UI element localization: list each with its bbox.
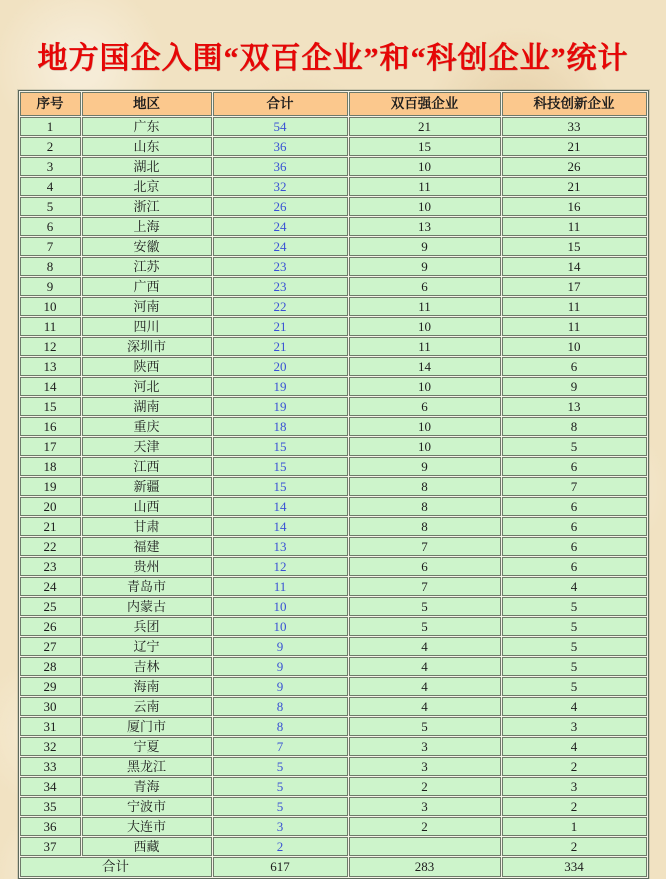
cell-total: 10 <box>213 597 348 616</box>
cell-shuangbai: 8 <box>349 477 501 496</box>
cell-shuangbai: 10 <box>349 377 501 396</box>
cell-total: 22 <box>213 297 348 316</box>
table-row <box>20 577 647 596</box>
cell-region: 大连市 <box>82 817 212 836</box>
cell-region: 福建 <box>82 537 212 556</box>
cell-index: 27 <box>20 637 81 656</box>
cell-shuangbai: 8 <box>349 497 501 516</box>
cell-region: 山东 <box>82 137 212 156</box>
cell-index: 1 <box>20 117 81 136</box>
col-header-shuangbai: 双百强企业 <box>349 92 501 116</box>
cell-region: 西藏 <box>82 837 212 856</box>
cell-total: 5 <box>213 777 348 796</box>
cell-shuangbai: 9 <box>349 237 501 256</box>
cell-keji: 21 <box>502 137 647 156</box>
table-row <box>20 157 647 176</box>
cell-index: 7 <box>20 237 81 256</box>
cell-keji: 5 <box>502 637 647 656</box>
cell-keji: 9 <box>502 377 647 396</box>
cell-shuangbai: 9 <box>349 457 501 476</box>
cell-index: 28 <box>20 657 81 676</box>
table-row <box>20 137 647 156</box>
cell-total: 24 <box>213 237 348 256</box>
cell-keji: 3 <box>502 717 647 736</box>
cell-keji: 6 <box>502 457 647 476</box>
cell-keji: 6 <box>502 357 647 376</box>
col-header-region: 地区 <box>82 92 212 116</box>
cell-shuangbai: 3 <box>349 737 501 756</box>
cell-region: 辽宁 <box>82 637 212 656</box>
table-row <box>20 457 647 476</box>
cell-index: 35 <box>20 797 81 816</box>
table-row <box>20 377 647 396</box>
cell-total: 13 <box>213 537 348 556</box>
cell-shuangbai: 13 <box>349 217 501 236</box>
cell-region: 湖南 <box>82 397 212 416</box>
total-shuangbai-cell: 283 <box>349 857 501 877</box>
table-row <box>20 217 647 236</box>
cell-total: 14 <box>213 497 348 516</box>
cell-region: 天津 <box>82 437 212 456</box>
cell-index: 36 <box>20 817 81 836</box>
cell-keji: 5 <box>502 677 647 696</box>
cell-keji: 7 <box>502 477 647 496</box>
cell-total: 7 <box>213 737 348 756</box>
table-row <box>20 437 647 456</box>
table-row <box>20 797 647 816</box>
cell-keji: 21 <box>502 177 647 196</box>
cell-region: 陕西 <box>82 357 212 376</box>
cell-shuangbai: 9 <box>349 257 501 276</box>
cell-shuangbai: 7 <box>349 577 501 596</box>
cell-index: 25 <box>20 597 81 616</box>
cell-index: 18 <box>20 457 81 476</box>
cell-region: 北京 <box>82 177 212 196</box>
cell-shuangbai: 6 <box>349 277 501 296</box>
cell-index: 11 <box>20 317 81 336</box>
cell-total: 19 <box>213 397 348 416</box>
cell-total: 12 <box>213 557 348 576</box>
cell-keji: 10 <box>502 337 647 356</box>
table-row <box>20 557 647 576</box>
cell-keji: 15 <box>502 237 647 256</box>
cell-shuangbai: 14 <box>349 357 501 376</box>
cell-shuangbai: 7 <box>349 537 501 556</box>
header-row <box>20 92 647 116</box>
cell-keji: 1 <box>502 817 647 836</box>
cell-keji: 26 <box>502 157 647 176</box>
cell-index: 9 <box>20 277 81 296</box>
cell-region: 厦门市 <box>82 717 212 736</box>
table-row <box>20 737 647 756</box>
cell-total: 18 <box>213 417 348 436</box>
cell-index: 4 <box>20 177 81 196</box>
cell-index: 17 <box>20 437 81 456</box>
cell-index: 8 <box>20 257 81 276</box>
table-row <box>20 337 647 356</box>
table-row <box>20 537 647 556</box>
table-row <box>20 717 647 736</box>
cell-region: 湖北 <box>82 157 212 176</box>
cell-keji: 4 <box>502 737 647 756</box>
cell-keji: 2 <box>502 797 647 816</box>
total-row <box>20 857 647 877</box>
cell-shuangbai: 10 <box>349 317 501 336</box>
cell-index: 12 <box>20 337 81 356</box>
col-header-index: 序号 <box>20 92 81 116</box>
cell-index: 37 <box>20 837 81 856</box>
table-row <box>20 617 647 636</box>
cell-region: 安徽 <box>82 237 212 256</box>
cell-keji: 2 <box>502 837 647 856</box>
cell-total: 54 <box>213 117 348 136</box>
table-row <box>20 657 647 676</box>
cell-region: 深圳市 <box>82 337 212 356</box>
page-title: 地方国企入围“双百企业”和“科创企业”统计 <box>37 42 629 75</box>
cell-index: 16 <box>20 417 81 436</box>
total-keji-cell: 334 <box>502 857 647 877</box>
cell-shuangbai: 2 <box>349 777 501 796</box>
cell-region: 山西 <box>82 497 212 516</box>
cell-index: 31 <box>20 717 81 736</box>
cell-shuangbai: 4 <box>349 637 501 656</box>
cell-total: 9 <box>213 677 348 696</box>
cell-total: 19 <box>213 377 348 396</box>
cell-total: 15 <box>213 457 348 476</box>
cell-keji: 5 <box>502 657 647 676</box>
table-row <box>20 397 647 416</box>
col-header-total: 合计 <box>213 92 348 116</box>
table-row <box>20 317 647 336</box>
cell-region: 河北 <box>82 377 212 396</box>
cell-keji: 3 <box>502 777 647 796</box>
cell-region: 江苏 <box>82 257 212 276</box>
cell-shuangbai: 10 <box>349 157 501 176</box>
cell-region: 青海 <box>82 777 212 796</box>
cell-shuangbai: 10 <box>349 437 501 456</box>
cell-region: 黑龙江 <box>82 757 212 776</box>
table-row <box>20 357 647 376</box>
cell-total: 3 <box>213 817 348 836</box>
cell-keji: 13 <box>502 397 647 416</box>
cell-keji: 33 <box>502 117 647 136</box>
cell-region: 浙江 <box>82 197 212 216</box>
cell-shuangbai: 5 <box>349 717 501 736</box>
cell-total: 9 <box>213 637 348 656</box>
cell-index: 19 <box>20 477 81 496</box>
cell-keji: 14 <box>502 257 647 276</box>
cell-total: 8 <box>213 717 348 736</box>
cell-keji: 6 <box>502 557 647 576</box>
cell-keji: 5 <box>502 437 647 456</box>
cell-shuangbai: 8 <box>349 517 501 536</box>
cell-total: 23 <box>213 257 348 276</box>
cell-index: 15 <box>20 397 81 416</box>
cell-shuangbai: 3 <box>349 797 501 816</box>
table-row <box>20 517 647 536</box>
table-row <box>20 817 647 836</box>
cell-shuangbai: 11 <box>349 297 501 316</box>
cell-region: 宁夏 <box>82 737 212 756</box>
table-row <box>20 757 647 776</box>
total-label: 合计 <box>20 857 212 877</box>
cell-shuangbai: 5 <box>349 617 501 636</box>
table-row <box>20 297 647 316</box>
cell-total: 2 <box>213 837 348 856</box>
cell-total: 36 <box>213 157 348 176</box>
cell-shuangbai: 4 <box>349 657 501 676</box>
cell-index: 6 <box>20 217 81 236</box>
cell-index: 13 <box>20 357 81 376</box>
cell-region: 重庆 <box>82 417 212 436</box>
cell-index: 21 <box>20 517 81 536</box>
cell-shuangbai: 10 <box>349 197 501 216</box>
cell-index: 24 <box>20 577 81 596</box>
cell-shuangbai: 4 <box>349 677 501 696</box>
total-sum-cell: 617 <box>213 857 348 877</box>
cell-total: 36 <box>213 137 348 156</box>
cell-keji: 4 <box>502 577 647 596</box>
cell-total: 15 <box>213 437 348 456</box>
cell-keji: 11 <box>502 297 647 316</box>
cell-keji: 5 <box>502 617 647 636</box>
cell-region: 河南 <box>82 297 212 316</box>
cell-index: 22 <box>20 537 81 556</box>
cell-keji: 17 <box>502 277 647 296</box>
cell-shuangbai: 2 <box>349 817 501 836</box>
table-row <box>20 417 647 436</box>
table-row <box>20 837 647 856</box>
cell-region: 广东 <box>82 117 212 136</box>
cell-index: 20 <box>20 497 81 516</box>
cell-region: 吉林 <box>82 657 212 676</box>
cell-total: 26 <box>213 197 348 216</box>
cell-index: 3 <box>20 157 81 176</box>
cell-keji: 2 <box>502 757 647 776</box>
cell-region: 兵团 <box>82 617 212 636</box>
cell-shuangbai: 11 <box>349 177 501 196</box>
cell-shuangbai: 6 <box>349 557 501 576</box>
cell-shuangbai: 21 <box>349 117 501 136</box>
cell-index: 30 <box>20 697 81 716</box>
cell-total: 10 <box>213 617 348 636</box>
cell-shuangbai: 4 <box>349 697 501 716</box>
cell-keji: 6 <box>502 517 647 536</box>
cell-total: 15 <box>213 477 348 496</box>
cell-total: 5 <box>213 797 348 816</box>
cell-region: 贵州 <box>82 557 212 576</box>
cell-total: 9 <box>213 657 348 676</box>
table-row <box>20 697 647 716</box>
cell-total: 24 <box>213 217 348 236</box>
table-body <box>20 117 647 856</box>
table-row <box>20 597 647 616</box>
table-row <box>20 777 647 796</box>
cell-region: 云南 <box>82 697 212 716</box>
cell-index: 2 <box>20 137 81 156</box>
table-row <box>20 497 647 516</box>
table-row <box>20 257 647 276</box>
cell-keji: 4 <box>502 697 647 716</box>
cell-keji: 5 <box>502 597 647 616</box>
cell-index: 23 <box>20 557 81 576</box>
cell-keji: 11 <box>502 217 647 236</box>
cell-total: 20 <box>213 357 348 376</box>
cell-index: 5 <box>20 197 81 216</box>
cell-region: 四川 <box>82 317 212 336</box>
cell-shuangbai: 11 <box>349 337 501 356</box>
cell-total: 21 <box>213 317 348 336</box>
cell-total: 14 <box>213 517 348 536</box>
cell-keji: 16 <box>502 197 647 216</box>
cell-keji: 6 <box>502 537 647 556</box>
cell-region: 青岛市 <box>82 577 212 596</box>
table-row <box>20 277 647 296</box>
cell-shuangbai: 15 <box>349 137 501 156</box>
cell-shuangbai: 5 <box>349 597 501 616</box>
cell-keji: 6 <box>502 497 647 516</box>
cell-shuangbai: 10 <box>349 417 501 436</box>
cell-index: 33 <box>20 757 81 776</box>
cell-index: 10 <box>20 297 81 316</box>
cell-region: 宁波市 <box>82 797 212 816</box>
cell-keji: 11 <box>502 317 647 336</box>
cell-region: 甘肃 <box>82 517 212 536</box>
cell-region: 内蒙古 <box>82 597 212 616</box>
cell-total: 8 <box>213 697 348 716</box>
cell-index: 26 <box>20 617 81 636</box>
cell-region: 广西 <box>82 277 212 296</box>
cell-shuangbai: 3 <box>349 757 501 776</box>
table-row <box>20 237 647 256</box>
cell-region: 江西 <box>82 457 212 476</box>
table-row <box>20 677 647 696</box>
table-row <box>20 637 647 656</box>
stats-table <box>18 90 649 879</box>
cell-total: 21 <box>213 337 348 356</box>
cell-region: 海南 <box>82 677 212 696</box>
cell-index: 14 <box>20 377 81 396</box>
table-row <box>20 177 647 196</box>
cell-shuangbai: 6 <box>349 397 501 416</box>
cell-total: 23 <box>213 277 348 296</box>
table-row <box>20 117 647 136</box>
cell-total: 11 <box>213 577 348 596</box>
cell-total: 32 <box>213 177 348 196</box>
cell-region: 新疆 <box>82 477 212 496</box>
cell-keji: 8 <box>502 417 647 436</box>
table-row <box>20 477 647 496</box>
col-header-keji: 科技创新企业 <box>502 92 647 116</box>
cell-region: 上海 <box>82 217 212 236</box>
cell-index: 34 <box>20 777 81 796</box>
cell-index: 32 <box>20 737 81 756</box>
cell-index: 29 <box>20 677 81 696</box>
table-row <box>20 197 647 216</box>
cell-total: 5 <box>213 757 348 776</box>
cell-shuangbai <box>349 837 501 856</box>
